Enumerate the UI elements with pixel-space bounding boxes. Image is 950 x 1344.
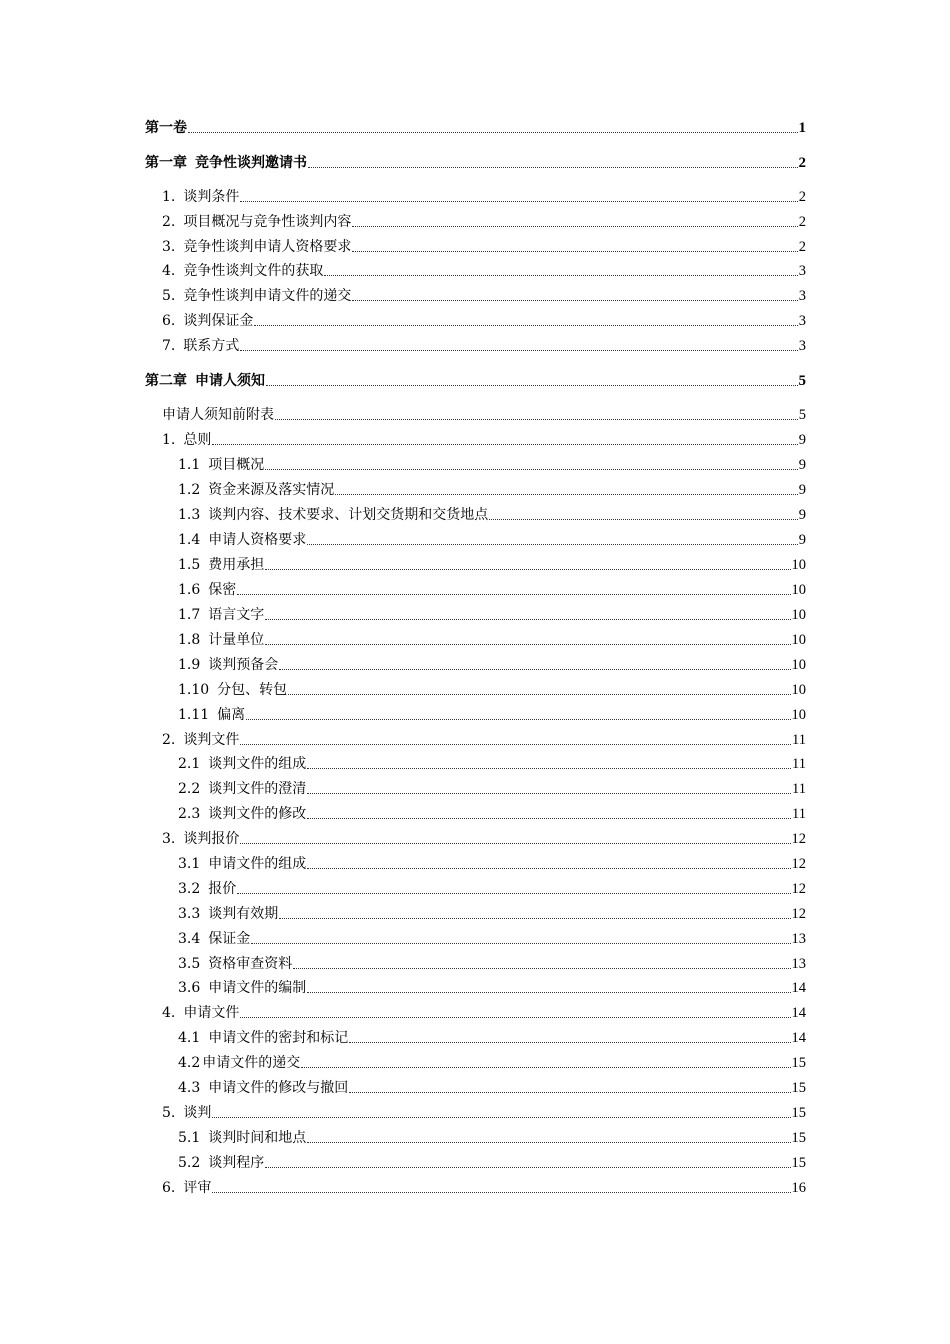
toc-entry-number: 2. bbox=[162, 214, 176, 230]
toc-dot-leader bbox=[307, 767, 791, 769]
toc-entry[interactable] bbox=[178, 879, 806, 899]
toc-entry[interactable] bbox=[162, 1003, 806, 1023]
toc-entry-number: 2.1 bbox=[178, 756, 201, 772]
toc-entry-title: 谈判文件的组成 bbox=[208, 756, 307, 772]
toc-entry[interactable] bbox=[178, 1028, 806, 1048]
toc-dot-leader bbox=[307, 867, 790, 869]
toc-entry-title: 保密 bbox=[208, 582, 237, 598]
toc-entry[interactable] bbox=[162, 311, 806, 331]
toc-entry-number: 1.8 bbox=[178, 632, 201, 648]
toc-entry-page-number: 15 bbox=[791, 1080, 806, 1096]
toc-entry-page-number: 13 bbox=[791, 931, 806, 947]
toc-dot-leader bbox=[275, 418, 798, 420]
toc-entry[interactable] bbox=[178, 904, 806, 924]
toc-entry-page-number: 11 bbox=[792, 781, 806, 797]
toc-dot-leader bbox=[237, 892, 790, 894]
toc-entry-page-number: 16 bbox=[791, 1180, 806, 1196]
toc-entry-page-number: 12 bbox=[791, 881, 806, 897]
toc-entry-page-number: 10 bbox=[791, 582, 806, 598]
toc-entry-page-number: 12 bbox=[791, 856, 806, 872]
toc-dot-leader bbox=[237, 593, 790, 595]
toc-entry-number: 6. bbox=[162, 313, 176, 329]
toc-entry-number: 4. bbox=[162, 263, 176, 279]
toc-entry-page-number: 11 bbox=[792, 756, 806, 772]
toc-dot-leader bbox=[240, 842, 790, 844]
toc-entry-page-number: 3 bbox=[798, 263, 806, 279]
toc-entry-number: 2.3 bbox=[178, 806, 201, 822]
toc-entry-title: 分包、转包 bbox=[217, 682, 288, 698]
toc-entry[interactable] bbox=[162, 237, 806, 257]
toc-entry-number: 1.6 bbox=[178, 582, 201, 598]
toc-entry[interactable] bbox=[178, 854, 806, 874]
toc-entry-title: 评审 bbox=[183, 1180, 212, 1196]
toc-entry-volume-1[interactable] bbox=[145, 118, 806, 138]
toc-dot-leader bbox=[240, 1016, 790, 1018]
toc-entry-title: 申请人资格要求 bbox=[208, 532, 307, 548]
toc-dot-leader bbox=[288, 693, 790, 695]
toc-dot-leader bbox=[349, 1041, 790, 1043]
toc-dot-leader bbox=[279, 668, 790, 670]
toc-entry-title: 偏离 bbox=[217, 707, 246, 723]
toc-entry-title: 申请人须知前附表 bbox=[162, 407, 274, 423]
toc-dot-leader bbox=[212, 1116, 790, 1118]
toc-entry-title: 资格审查资料 bbox=[208, 956, 293, 972]
toc-entry-page-number: 12 bbox=[791, 831, 806, 847]
toc-entry-title: 竞争性谈判邀请书 bbox=[195, 155, 307, 171]
toc-entry-number: 1. bbox=[162, 432, 176, 448]
toc-dot-leader bbox=[251, 942, 790, 944]
toc-entry-page-number: 9 bbox=[798, 507, 806, 523]
toc-entry-title: 竞争性谈判申请人资格要求 bbox=[183, 239, 352, 255]
toc-entry[interactable] bbox=[162, 405, 806, 425]
toc-entry-title: 项目概况 bbox=[208, 457, 265, 473]
toc-entry[interactable] bbox=[178, 655, 806, 675]
toc-entry-number: 6. bbox=[162, 1180, 176, 1196]
toc-entry-page-number: 10 bbox=[791, 707, 806, 723]
toc-entry[interactable] bbox=[178, 929, 806, 949]
toc-entry-title: 谈判文件的澄清 bbox=[208, 781, 307, 797]
toc-dot-leader bbox=[254, 324, 797, 326]
toc-dot-leader bbox=[265, 643, 790, 645]
toc-entry-title: 申请人须知 bbox=[195, 373, 265, 389]
toc-entry[interactable] bbox=[162, 212, 806, 232]
toc-entry[interactable] bbox=[162, 829, 806, 849]
toc-dot-leader bbox=[307, 543, 797, 545]
toc-entry[interactable] bbox=[178, 978, 806, 998]
toc-entry-page-number: 2 bbox=[798, 155, 806, 171]
toc-dot-leader bbox=[489, 518, 797, 520]
toc-entry-title: 计量单位 bbox=[208, 632, 265, 648]
toc-entry-number: 3.6 bbox=[178, 980, 201, 996]
toc-entry-title: 申请文件的组成 bbox=[208, 856, 307, 872]
toc-dot-leader bbox=[265, 618, 790, 620]
toc-entry-number: 1.3 bbox=[178, 507, 201, 523]
toc-entry-page-number: 15 bbox=[791, 1105, 806, 1121]
toc-entry-title: 谈判时间和地点 bbox=[208, 1130, 307, 1146]
toc-entry-number: 1.11 bbox=[178, 707, 210, 723]
toc-entry-number: 4.1 bbox=[178, 1030, 201, 1046]
toc-dot-leader bbox=[324, 274, 797, 276]
toc-entry[interactable] bbox=[178, 779, 806, 799]
toc-dot-leader bbox=[240, 349, 797, 351]
toc-entry-page-number: 3 bbox=[798, 313, 806, 329]
toc-entry-page-number: 11 bbox=[792, 732, 806, 748]
toc-entry-number: 3.5 bbox=[178, 956, 201, 972]
toc-entry-title: 项目概况与竞争性谈判内容 bbox=[183, 214, 352, 230]
toc-entry-number: 4. bbox=[162, 1005, 176, 1021]
toc-entry[interactable] bbox=[178, 605, 806, 625]
toc-entry[interactable] bbox=[178, 455, 806, 475]
toc-entry-number: 3.1 bbox=[178, 856, 201, 872]
toc-dot-leader bbox=[307, 1141, 790, 1143]
toc-entry[interactable] bbox=[178, 505, 806, 525]
toc-entry[interactable] bbox=[178, 705, 806, 725]
toc-entry-page-number: 14 bbox=[791, 1005, 806, 1021]
toc-entry-title: 竞争性谈判文件的获取 bbox=[183, 263, 324, 279]
toc-entry-number: 1.10 bbox=[178, 682, 210, 698]
toc-entry-number: 2.2 bbox=[178, 781, 201, 797]
toc-dot-leader bbox=[240, 200, 797, 202]
toc-entry-page-number: 10 bbox=[791, 607, 806, 623]
toc-dot-leader bbox=[307, 991, 790, 993]
toc-entry[interactable] bbox=[162, 730, 806, 750]
toc-entry-page-number: 3 bbox=[798, 288, 806, 304]
toc-entry-page-number: 15 bbox=[791, 1055, 806, 1071]
toc-entry-title: 谈判程序 bbox=[208, 1155, 265, 1171]
toc-entry-title: 谈判 bbox=[183, 1105, 212, 1121]
toc-entry-number: 3.4 bbox=[178, 931, 201, 947]
toc-dot-leader bbox=[301, 1066, 790, 1068]
toc-dot-leader bbox=[307, 792, 791, 794]
toc-entry-title: 谈判文件的修改 bbox=[208, 806, 307, 822]
toc-entry[interactable] bbox=[162, 286, 806, 306]
toc-entry-page-number: 2 bbox=[798, 239, 806, 255]
toc-dot-leader bbox=[308, 166, 798, 168]
toc-entry-title: 谈判报价 bbox=[183, 831, 240, 847]
toc-entry-title: 报价 bbox=[208, 881, 237, 897]
toc-entry[interactable] bbox=[178, 555, 806, 575]
toc-entry-number: 1.5 bbox=[178, 557, 201, 573]
toc-entry-page-number: 3 bbox=[798, 338, 806, 354]
toc-entry-page-number: 11 bbox=[792, 806, 806, 822]
toc-entry-title: 总则 bbox=[183, 432, 212, 448]
toc-dot-leader bbox=[265, 1166, 790, 1168]
toc-entry[interactable] bbox=[178, 1053, 806, 1073]
toc-entry-number: 3. bbox=[162, 831, 176, 847]
toc-dot-leader bbox=[335, 493, 797, 495]
toc-entry-title: 申请文件的修改与撤回 bbox=[208, 1080, 349, 1096]
toc-entry-number: 4.2 bbox=[178, 1055, 201, 1071]
toc-entry[interactable] bbox=[178, 530, 806, 550]
toc-entry-number: 1.7 bbox=[178, 607, 201, 623]
toc-dot-leader bbox=[349, 1091, 790, 1093]
toc-entry[interactable] bbox=[162, 430, 806, 450]
toc-entry-title: 申请文件的密封和标记 bbox=[208, 1030, 349, 1046]
toc-entry-page-number: 13 bbox=[791, 956, 806, 972]
toc-entry[interactable] bbox=[178, 580, 806, 600]
toc-entry-page-number: 15 bbox=[791, 1155, 806, 1171]
toc-dot-leader bbox=[352, 299, 797, 301]
toc-entry-number: 1.1 bbox=[178, 457, 201, 473]
toc-entry-title: 申请文件的递交 bbox=[202, 1055, 301, 1071]
toc-entry-number: 第二章 bbox=[145, 373, 187, 389]
toc-entry-page-number: 2 bbox=[798, 189, 806, 205]
toc-entry-page-number: 12 bbox=[791, 906, 806, 922]
toc-dot-leader bbox=[352, 225, 797, 227]
toc-entry-number: 4.3 bbox=[178, 1080, 201, 1096]
toc-entry[interactable] bbox=[162, 1103, 806, 1123]
toc-entry-number: 1. bbox=[162, 189, 176, 205]
toc-entry-title: 资金来源及落实情况 bbox=[208, 482, 335, 498]
toc-entry[interactable] bbox=[178, 1128, 806, 1148]
toc-entry-page-number: 14 bbox=[791, 1030, 806, 1046]
toc-entry-page-number: 15 bbox=[791, 1130, 806, 1146]
toc-entry-number: 第一章 bbox=[145, 155, 187, 171]
toc-entry[interactable] bbox=[178, 480, 806, 500]
toc-dot-leader bbox=[265, 568, 790, 570]
toc-entry-number: 1.9 bbox=[178, 657, 201, 673]
toc-entry-title: 谈判保证金 bbox=[183, 313, 254, 329]
toc-entry-title: 费用承担 bbox=[208, 557, 265, 573]
toc-entry[interactable] bbox=[162, 336, 806, 356]
toc-entry-page-number: 1 bbox=[798, 120, 806, 136]
toc-entry-title: 谈判有效期 bbox=[208, 906, 279, 922]
toc-entry-page-number: 10 bbox=[791, 682, 806, 698]
toc-dot-leader bbox=[212, 1191, 790, 1193]
toc-entry-title: 申请文件 bbox=[183, 1005, 240, 1021]
toc-entry-title: 语言文字 bbox=[208, 607, 265, 623]
toc-entry-number: 3. bbox=[162, 239, 176, 255]
toc-dot-leader bbox=[293, 967, 790, 969]
toc-entry[interactable] bbox=[178, 680, 806, 700]
toc-dot-leader bbox=[266, 384, 798, 386]
toc-dot-leader bbox=[212, 443, 797, 445]
toc-entry-number: 3.3 bbox=[178, 906, 201, 922]
toc-entry-number: 1.4 bbox=[178, 532, 201, 548]
toc-entry-number: 5.1 bbox=[178, 1130, 201, 1146]
toc-entry-title: 谈判内容、技术要求、计划交货期和交货地点 bbox=[208, 507, 489, 523]
toc-entry-title: 竞争性谈判申请文件的递交 bbox=[183, 288, 352, 304]
toc-entry-page-number: 14 bbox=[791, 980, 806, 996]
toc-entry-title: 谈判条件 bbox=[183, 189, 240, 205]
toc-entry-page-number: 9 bbox=[798, 532, 806, 548]
toc-dot-leader bbox=[240, 743, 791, 745]
toc-entry[interactable] bbox=[162, 1178, 806, 1198]
toc-entry-page-number: 10 bbox=[791, 557, 806, 573]
toc-dot-leader bbox=[307, 817, 791, 819]
toc-entry-page-number: 10 bbox=[791, 632, 806, 648]
toc-entry[interactable] bbox=[178, 630, 806, 650]
toc-entry-title: 保证金 bbox=[208, 931, 251, 947]
toc-entry[interactable] bbox=[178, 804, 806, 824]
toc-entry-number: 2. bbox=[162, 732, 176, 748]
toc-entry-title: 谈判文件 bbox=[183, 732, 240, 748]
toc-entry-chapter-2[interactable] bbox=[145, 371, 806, 391]
toc-dot-leader bbox=[352, 250, 797, 252]
toc-entry-number: 5.2 bbox=[178, 1155, 201, 1171]
toc-entry[interactable] bbox=[162, 187, 806, 207]
toc-dot-leader bbox=[188, 131, 798, 133]
toc-entry-number: 5. bbox=[162, 1105, 176, 1121]
toc-entry-number: 3.2 bbox=[178, 881, 201, 897]
toc-entry[interactable] bbox=[178, 1078, 806, 1098]
toc-entry-page-number: 10 bbox=[791, 657, 806, 673]
toc-entry-page-number: 2 bbox=[798, 214, 806, 230]
toc-entry-page-number: 9 bbox=[798, 432, 806, 448]
toc-entry[interactable] bbox=[162, 261, 806, 281]
toc-entry-number: 1.2 bbox=[178, 482, 201, 498]
toc-entry-title: 申请文件的编制 bbox=[208, 980, 307, 996]
toc-entry-title: 谈判预备会 bbox=[208, 657, 279, 673]
toc-dot-leader bbox=[279, 917, 790, 919]
toc-entry[interactable] bbox=[178, 754, 806, 774]
toc-entry-number: 5. bbox=[162, 288, 176, 304]
toc-entry-chapter-1[interactable] bbox=[145, 153, 806, 173]
toc-entry[interactable] bbox=[178, 1153, 806, 1173]
toc-entry-page-number: 5 bbox=[798, 373, 806, 389]
toc-entry-title: 第一卷 bbox=[145, 120, 187, 136]
toc-entry[interactable] bbox=[178, 954, 806, 974]
toc-entry-page-number: 9 bbox=[798, 482, 806, 498]
toc-entry-page-number: 5 bbox=[798, 407, 806, 423]
toc-entry-title: 联系方式 bbox=[183, 338, 240, 354]
toc-dot-leader bbox=[246, 718, 790, 720]
toc-entry-page-number: 9 bbox=[798, 457, 806, 473]
toc-dot-leader bbox=[265, 468, 797, 470]
toc-entry-number: 7. bbox=[162, 338, 176, 354]
